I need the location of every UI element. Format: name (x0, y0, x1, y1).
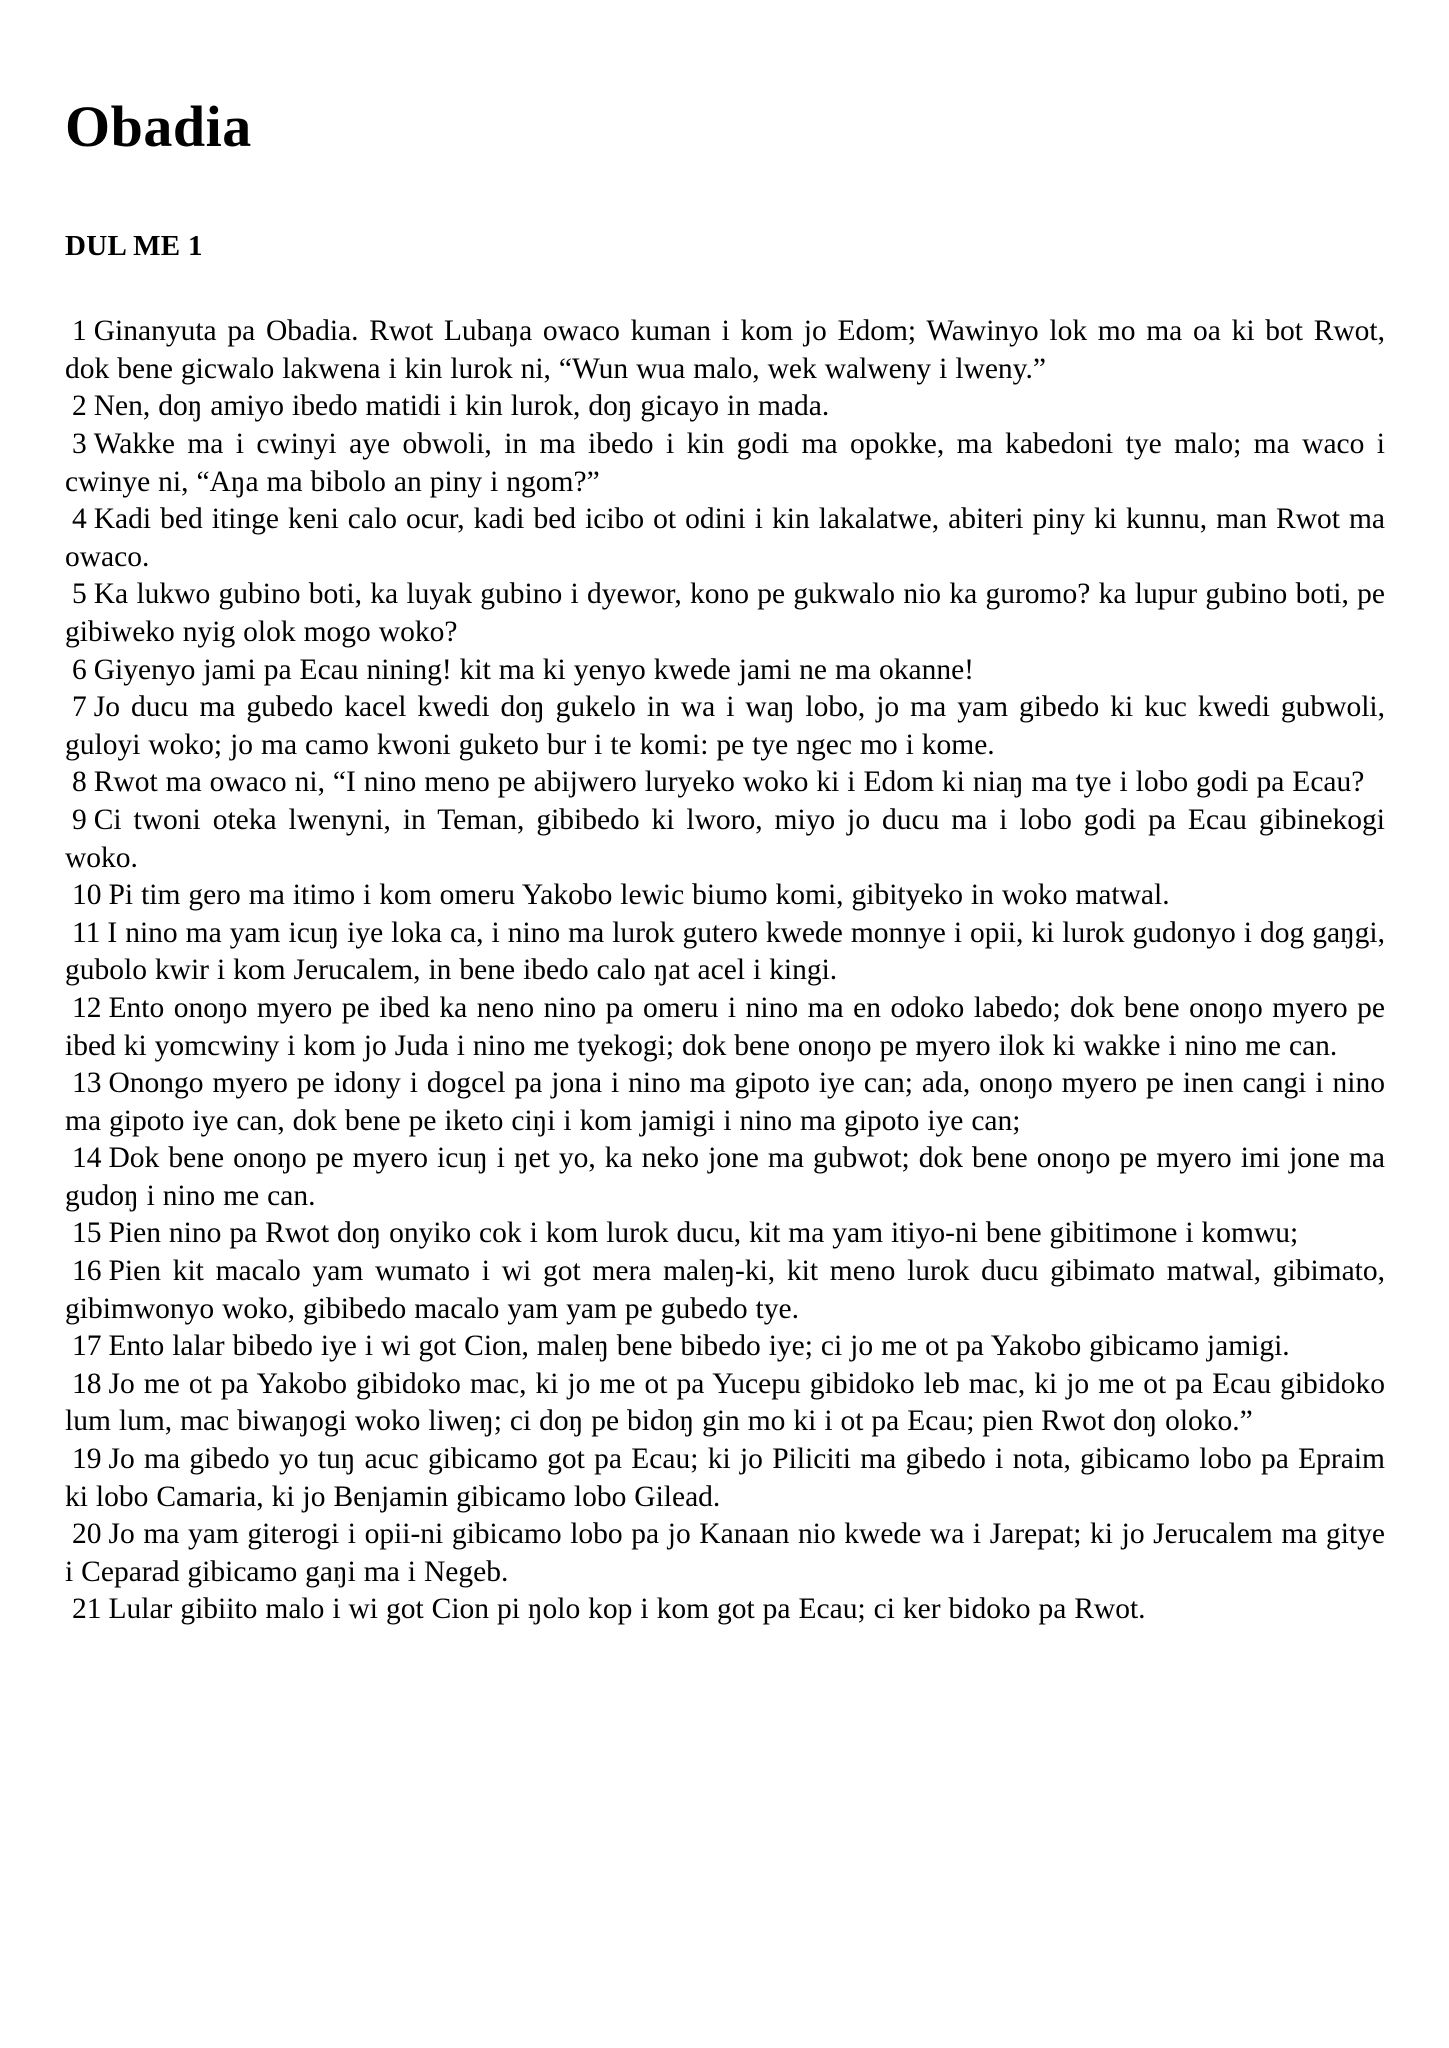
verse-number: 21 (72, 1593, 102, 1626)
verse-text: Ci twoni oteka lwenyni, in Teman, gibibedo ki lworo, miyo jo ducu ma i lobo godi pa Ecau gibinekogi woko. (65, 803, 1385, 874)
verse-number: 13 (72, 1067, 102, 1100)
verse-text: Dok bene onoŋo pe myero icuŋ i ŋet yo, ka neko jone ma gubwot; dok bene onoŋo pe myero imi jone ma gudoŋ i nino me can. (65, 1142, 1385, 1212)
verse-7 (65, 689, 1385, 764)
verse-text: Jo ducu ma gubedo kacel kwedi doŋ gukelo in wa i waŋ lobo, jo ma yam gibedo ki kuc kwedi gubwoli, guloyi woko; jo ma camo kwoni guketo bur i te komi: pe tye ngec mo i kome. (65, 691, 1385, 761)
verse-text: Ginanyuta pa Obadia. Rwot Lubaŋa owaco kuman i kom jo Edom; Wawinyo lok mo ma oa ki bot Rwot, dok bene gicwalo lakwena i kin lurok ni, “Wun wua malo, wek walweny i lweny.” (65, 315, 1385, 385)
verse-17 (65, 1328, 1385, 1366)
verse-number: 16 (72, 1255, 102, 1288)
verse-text: Giyenyo jami pa Ecau nining! kit ma ki yenyo kwede jami ne ma okanne! (93, 653, 975, 686)
verse-text: Jo ma yam giterogi i opii-ni gibicamo lobo pa jo Kanaan nio kwede wa i Jarepat; ki jo Jerucalem ma gitye i Ceparad gibicamo gaŋi ma i Negeb. (65, 1518, 1385, 1588)
verse-number: 6 (72, 653, 87, 686)
verse-14 (65, 1140, 1385, 1215)
verse-2 (65, 388, 1385, 426)
verse-12 (65, 990, 1385, 1065)
verse-19 (65, 1441, 1385, 1516)
verse-number: 7 (72, 691, 87, 724)
verse-text: Pi tim gero ma itimo i kom omeru Yakobo lewic biumo komi, gibityeko in woko matwal. (108, 879, 1170, 912)
verse-text: Jo me ot pa Yakobo gibidoko mac, ki jo me ot pa Yucepu gibidoko leb mac, ki jo me ot pa Ecau gibidoko lum lum, mac biwaŋogi woko liweŋ; ci doŋ pe bidoŋ gin mo ki i ot pa Ecau; pien Rwot doŋ oloko.” (65, 1367, 1385, 1438)
verse-number: 3 (72, 428, 87, 461)
verse-number: 1 (72, 315, 87, 348)
verse-20 (65, 1516, 1385, 1591)
verse-text: Ento onoŋo myero pe ibed ka neno nino pa omeru i nino ma en odoko labedo; dok bene onoŋo myero pe ibed ki yomcwiny i kom jo Juda i nino me tyekogi; dok bene onoŋo pe myero ilok ki wakke i nino me can. (65, 991, 1385, 1062)
verse-number: 15 (72, 1217, 102, 1250)
verse-10 (65, 877, 1385, 915)
verse-number: 20 (72, 1518, 102, 1551)
verse-text: Lular gibiito malo i wi got Cion pi ŋolo kop i kom got pa Ecau; ci ker bidoko pa Rwot. (108, 1593, 1146, 1626)
verse-text: Kadi bed itinge keni calo ocur, kadi bed icibo ot odini i kin lakalatwe, abiteri piny ki kunnu, man Rwot ma owaco. (65, 503, 1385, 573)
verse-21 (65, 1591, 1385, 1629)
verse-15 (65, 1215, 1385, 1253)
verse-text: Ento lalar bibedo iye i wi got Cion, maleŋ bene bibedo iye; ci jo me ot pa Yakobo gibicamo jamigi. (108, 1330, 1290, 1363)
verse-number: 19 (72, 1443, 102, 1476)
verse-8 (65, 764, 1385, 802)
book-title: Obadia (65, 94, 252, 159)
verse-text: Jo ma gibedo yo tuŋ acuc gibicamo got pa Ecau; ki jo Piliciti ma gibedo i nota, gibicamo lobo pa Epraim ki lobo Camaria, ki jo Benjamin gibicamo lobo Gilead. (65, 1443, 1385, 1513)
verse-number: 4 (72, 503, 87, 536)
verse-number: 18 (72, 1367, 102, 1400)
verse-number: 9 (72, 803, 87, 836)
verse-18 (65, 1366, 1385, 1441)
verse-1 (65, 313, 1385, 388)
verse-number: 17 (72, 1330, 102, 1363)
verse-text: Onongo myero pe idony i dogcel pa jona i nino ma gipoto iye can; ada, onoŋo myero pe inen cangi i nino ma gipoto iye can, dok bene pe iketo ciŋi i kom jamigi i nino ma gipoto iye can; (65, 1067, 1385, 1137)
verse-number: 14 (72, 1142, 102, 1175)
verse-text: Rwot ma owaco ni, “I nino meno pe abijwero luryeko woko ki i Edom ki niaŋ ma tye i lobo godi pa Ecau? (93, 766, 1365, 799)
verse-list (65, 313, 1385, 1629)
verse-11 (65, 915, 1385, 990)
verse-16 (65, 1253, 1385, 1328)
verse-text: I nino ma yam icuŋ iye loka ca, i nino ma lurok gutero kwede monnye i opii, ki lurok gudonyo i dog gaŋgi, gubolo kwir i kom Jerucalem, in bene ibedo calo ŋat acel i kingi. (65, 916, 1385, 987)
verse-number: 12 (72, 991, 102, 1024)
verse-9 (65, 802, 1385, 877)
verse-6 (65, 652, 1385, 690)
verse-number: 2 (72, 390, 87, 423)
verse-text: Wakke ma i cwinyi aye obwoli, in ma ibedo i kin godi ma opokke, ma kabedoni tye malo; ma waco i cwinye ni, “Aŋa ma bibolo an piny i ngom?” (65, 428, 1385, 498)
verse-4 (65, 501, 1385, 576)
verse-number: 10 (72, 879, 102, 912)
verse-number: 8 (72, 766, 87, 799)
verse-text: Ka lukwo gubino boti, ka luyak gubino i dyewor, kono pe gukwalo nio ka guromo? ka lupur gubino boti, pe gibiweko nyig olok mogo woko? (65, 578, 1385, 648)
chapter-heading: DUL ME 1 (65, 229, 203, 262)
verse-text: Pien kit macalo yam wumato i wi got mera maleŋ-ki, kit meno lurok ducu gibimato matwal, gibimato, gibimwonyo woko, gibibedo macalo yam yam pe gubedo tye. (65, 1255, 1385, 1325)
verse-number: 5 (72, 578, 87, 611)
verse-3 (65, 426, 1385, 501)
verse-number: 11 (72, 916, 101, 949)
verse-text: Pien nino pa Rwot doŋ onyiko cok i kom lurok ducu, kit ma yam itiyo-ni bene gibitimone i komwu; (108, 1217, 1299, 1250)
verse-text: Nen, doŋ amiyo ibedo matidi i kin lurok, doŋ gicayo in mada. (93, 390, 830, 423)
verse-13 (65, 1065, 1385, 1140)
verse-5 (65, 576, 1385, 651)
